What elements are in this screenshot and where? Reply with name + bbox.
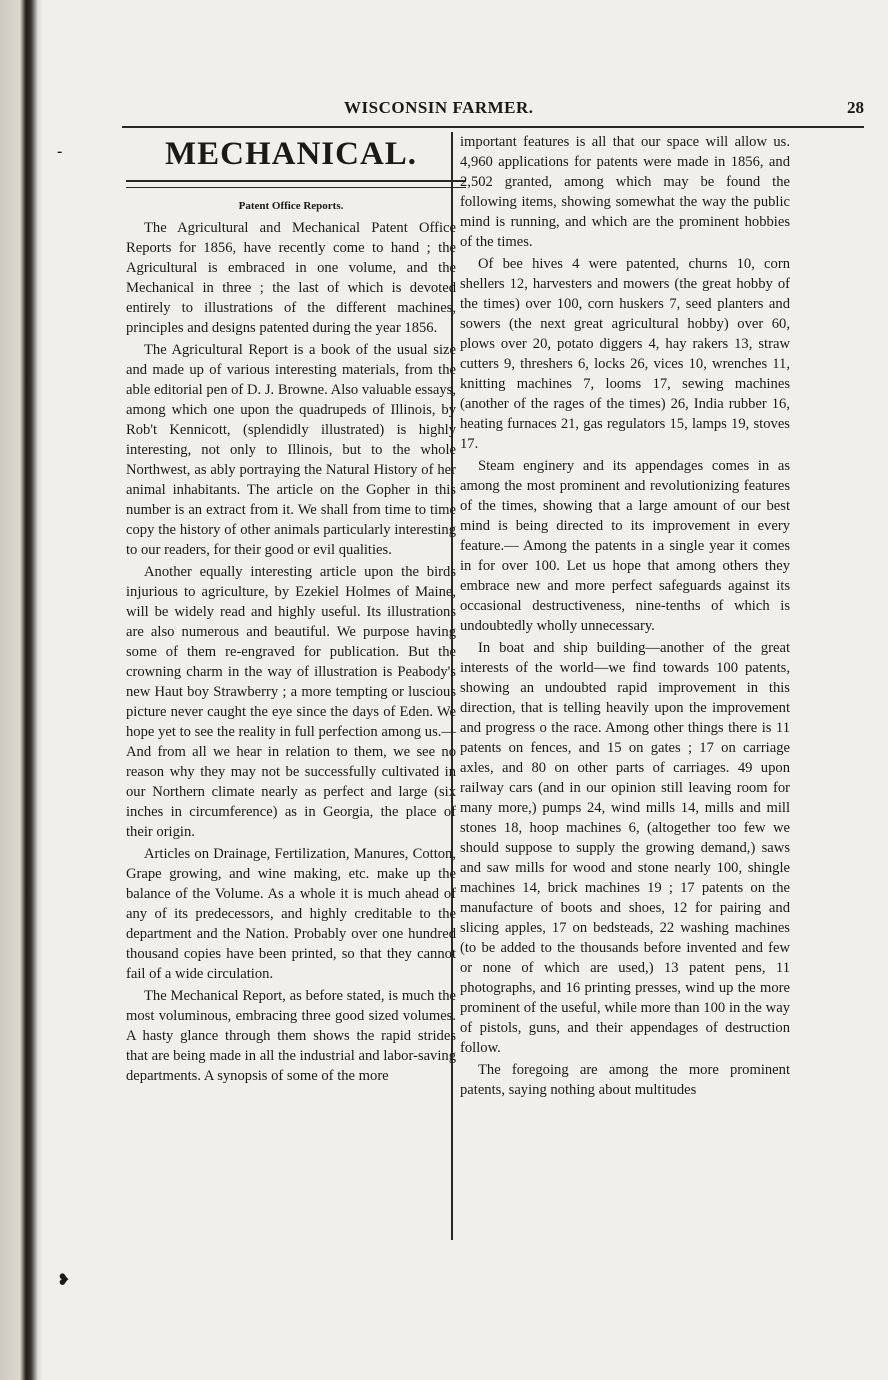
paragraph: Of bee hives 4 were patented, churns 10, corn shellers 12, harvesters and mowers (the great hobby of the times) over 100, corn huskers 7, seed planters and sowers (the next great agricultural hobby) over 60, plows over 20, potato diggers 4, hay rakers 13, straw cutters 9, threshers 6, locks 26, vices 10, wrenches 11, knitting machines 7, looms 17, sewing machines (another of the rages of the times) 26, India rubber 16, heating furnaces 21, gas regulators 15, lamps 19, stoves 17. xyxy=(460,256,790,452)
section-rule xyxy=(126,180,466,188)
article-title: Patent Office Reports. xyxy=(238,200,344,212)
paragraph: Articles on Drainage, Fertilization, Manures, Cotton, Grape growing, and wine making, etc. make up the balance of the Volume. As a whole it is much ahead of any of its predecessors, and highly creditable to the department and the Nation. Probably over one hundred thousand copies have been printed, so that they cannot fail of a wide circulation. xyxy=(126,846,456,982)
running-head xyxy=(42,96,888,122)
running-title: WISCONSIN FARMER. xyxy=(344,98,534,117)
margin-dash: - xyxy=(57,143,63,160)
paragraph: In boat and ship building—another of the great interests of the world—we find towards 100 patents, showing an undoubted rapid improvement in this direction, that is telling heavily upon the improvement and progress o the race. Among other things there is 11 patents on fences, and 15 on gates ; 17 on carriage axles, and 80 on other parts of carriages. 49 upon railway cars (and in our opinion still leaving room for many more,) pumps 24, wind mills 14, mills and mill stones 18, hoop machines 6, (altogether too few we should suppose to supply the growing demand,) saws and saw mills for wood and stone nearly 100, shingle machines 14, brick machines 19 ; 17 patents on the manufacture of boots and shoes, 12 for pairing and slicing apples, 17 on bedsteads, 22 washing machines (to be added to the thousands before invented and few or none of which are used,) 13 patent pens, 11 photographs, and 16 printing presses, wind up the more prominent of the useful, while more than 100 in the way of pistols, guns, and their appendages of destruction follow. xyxy=(460,640,790,1056)
paragraph: The Agricultural Report is a book of the usual size and made up of various interesting materials, from the able editorial pen of D. J. Browne. Also valuable essays, among which one upon the quadrupeds of Illinois, by Rob't Kennicott, (splendidly illustrated) is highly interesting, not only to Illinois, but to the whole Northwest, as ably portraying the Natural History of her animal inhabitants. The article on the Gopher in this number is an extract from it. We shall from time to time copy the history of other animals particularly interesting to our readers, for their good or evil qualities. xyxy=(126,342,456,558)
paragraph: Steam enginery and its appendages comes in as among the most prominent and revolutionizing features of the times, showing that a large amount of our best mind is being directed to its improvement in every feature.— Among the patents in a single year it comes in for over 100. Let us hope that among others they embrace new and more perfect safeguards against its occasional destructiveness, nine-tenths of which is undoubtedly wholly unnecessary. xyxy=(460,458,790,634)
bottom-ornament: ❥ xyxy=(57,1272,71,1289)
right-column xyxy=(460,132,790,1100)
continued-paragraph: important features is all that our space will allow us. 4,960 applications for patents were made in 1856, and 2,502 granted, among which may be found the following items, showing somewhat the way the public mind is running, and which are the prominent hobbies of the times. xyxy=(460,134,790,250)
binding-edge xyxy=(0,0,42,1380)
page-number: 28 xyxy=(847,98,864,117)
magazine-page xyxy=(42,0,888,1380)
paragraph: The Mechanical Report, as before stated, is much the most voluminous, embracing three good sized volumes. A hasty glance through them shows the rapid strides that are being made in all the industrial and labor-saving departments. A synopsis of some of the more xyxy=(126,988,456,1084)
header-rule xyxy=(122,126,864,128)
paragraph: Another equally interesting article upon the birds injurious to agriculture, by Ezekiel Holmes of Maine, will be widely read and highly useful. Its illustrations are also numerous and beautiful. We purpose having some of them re-engraved for publication. But the crowning charm in the way of illustration is Peabody's new Haut boy Strawberry ; a more tempting or luscious picture never caught the eye since the days of Eden. We hope yet to see the reality in full perfection among us.— And from all we hear in relation to them, we see no reason why they may not be successfully cultivated in our Northern climate nearly as perfect and large (six inches in circumference) as in Georgia, the place of their origin. xyxy=(126,564,456,840)
section-title: MECHANICAL. xyxy=(164,136,418,172)
left-column xyxy=(126,132,456,1086)
paragraph: The foregoing are among the more prominent patents, saying nothing about multitudes xyxy=(460,1062,790,1098)
paragraph: The Agricultural and Mechanical Patent Office Reports for 1856, have recently come to hand ; the Agricultural is embraced in one volume, and the Mechanical in three ; the last of which is devoted entirely to illustrations of the different machines, principles and designs patented during the year 1856. xyxy=(126,220,456,336)
